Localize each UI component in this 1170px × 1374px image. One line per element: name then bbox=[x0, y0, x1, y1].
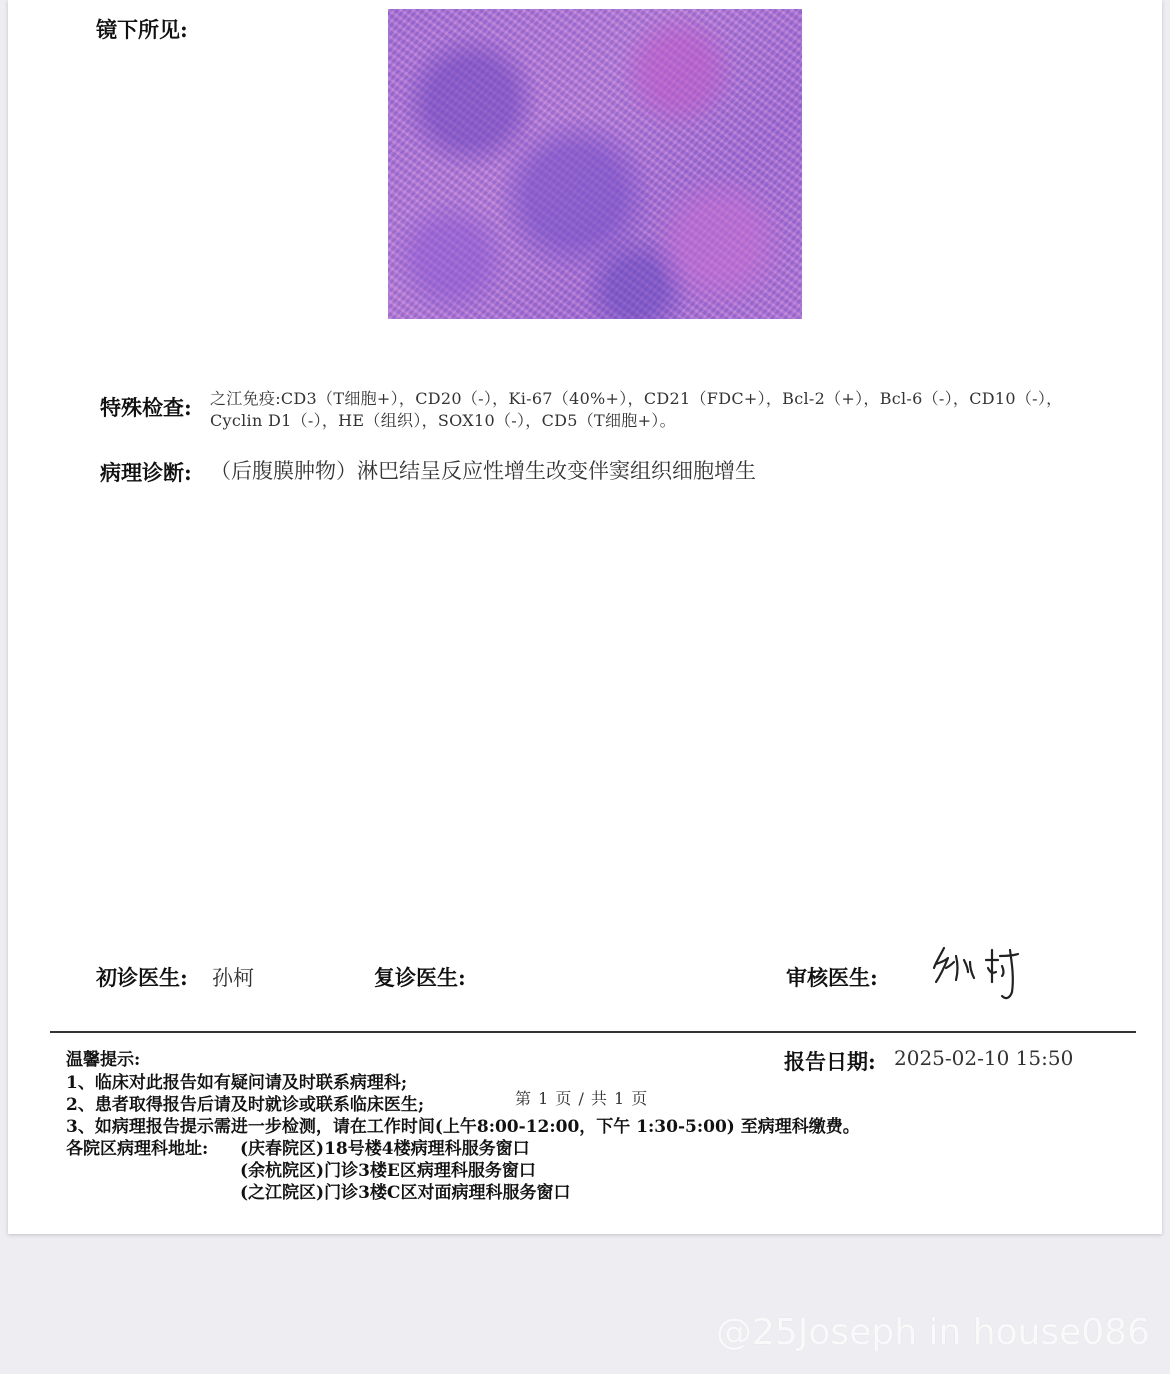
page-number: 第 1 页 / 共 1 页 bbox=[515, 1089, 649, 1108]
special-exam-label: 特殊检查: bbox=[100, 395, 192, 420]
tip-3: 3、如病理报告提示需进一步检测，请在工作时间(上午8:00-12:00，下午 1:30-5:00) 至病理科缴费。 bbox=[66, 1117, 860, 1137]
address-label: 各院区病理科地址: bbox=[66, 1139, 209, 1159]
tip-1: 1、临床对此报告如有疑问请及时联系病理科; bbox=[66, 1073, 408, 1093]
report-date: 2025-02-10 15:50 bbox=[894, 1046, 1074, 1070]
tips-title: 温馨提示: bbox=[66, 1050, 141, 1070]
initial-doctor-name: 孙柯 bbox=[212, 966, 254, 990]
microscopy-image bbox=[388, 9, 802, 319]
diagnosis-label: 病理诊断: bbox=[100, 460, 192, 485]
address-1: (庆春院区)18号楼4楼病理科服务窗口 bbox=[240, 1139, 530, 1159]
report-date-label: 报告日期: bbox=[784, 1049, 876, 1074]
microscopy-label: 镜下所见: bbox=[96, 17, 188, 42]
audit-doctor-label: 审核医生: bbox=[786, 965, 878, 990]
audit-signature bbox=[926, 938, 1026, 1008]
review-doctor-label: 复诊医生: bbox=[374, 965, 466, 990]
address-2: (余杭院区)门诊3楼E区病理科服务窗口 bbox=[240, 1161, 536, 1181]
footer-divider bbox=[50, 1031, 1136, 1033]
address-3: (之江院区)门诊3楼C区对面病理科服务窗口 bbox=[240, 1183, 571, 1203]
report-page bbox=[8, 0, 1162, 1234]
special-exam-text: 之江免疫:CD3（T细胞+），CD20（-），Ki-67（40%+），CD21（FDC+），Bcl-2（+），Bcl-6（-），CD10（-），Cyclin D1（-），HE（组织），SOX10（-），CD5（T细胞+）。 bbox=[210, 389, 1063, 430]
watermark-text: @25Joseph in house086 bbox=[715, 1312, 1150, 1353]
diagnosis-text: （后腹膜肿物）淋巴结呈反应性增生改变伴窦组织细胞增生 bbox=[210, 459, 756, 483]
initial-doctor-label: 初诊医生: bbox=[96, 965, 188, 990]
tip-2: 2、患者取得报告后请及时就诊或联系临床医生; bbox=[66, 1095, 425, 1115]
